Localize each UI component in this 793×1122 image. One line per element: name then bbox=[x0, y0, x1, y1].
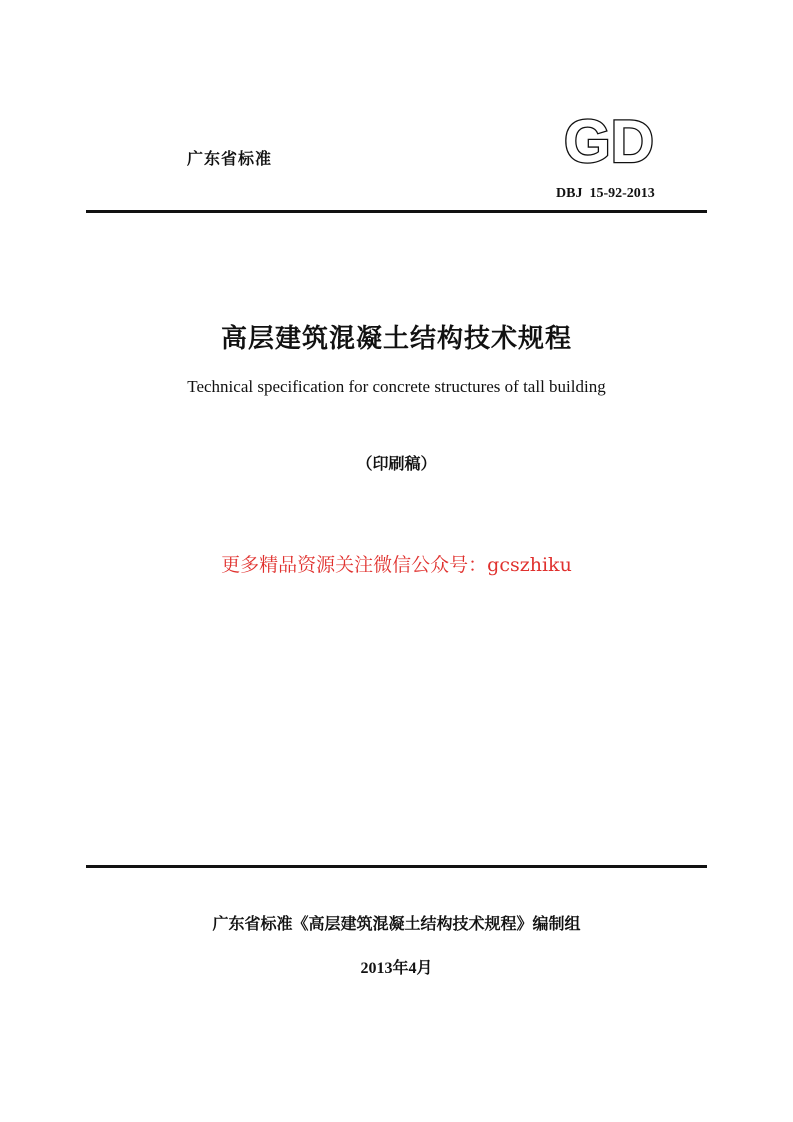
draft-note: （印刷稿） bbox=[356, 454, 437, 473]
top-divider bbox=[86, 210, 707, 213]
promo-text: 更多精品资源关注微信公众号：gcszhiku bbox=[221, 554, 572, 576]
publication-date: 2013年4月 bbox=[360, 960, 433, 977]
bottom-divider bbox=[86, 865, 707, 868]
document-title-english: Technical specification for concrete structures of tall building bbox=[187, 377, 606, 396]
gd-logo bbox=[555, 112, 663, 168]
document-title-chinese: 高层建筑混凝土结构技术规程 bbox=[220, 324, 572, 354]
compiler-line: 广东省标准《高层建筑混凝土结构技术规程》编制组 bbox=[212, 914, 581, 933]
standard-label: 广东省标准 bbox=[187, 149, 273, 168]
gd-logo-text: GD bbox=[564, 112, 654, 168]
standard-number: DBJ 15-92-2013 bbox=[556, 186, 655, 201]
